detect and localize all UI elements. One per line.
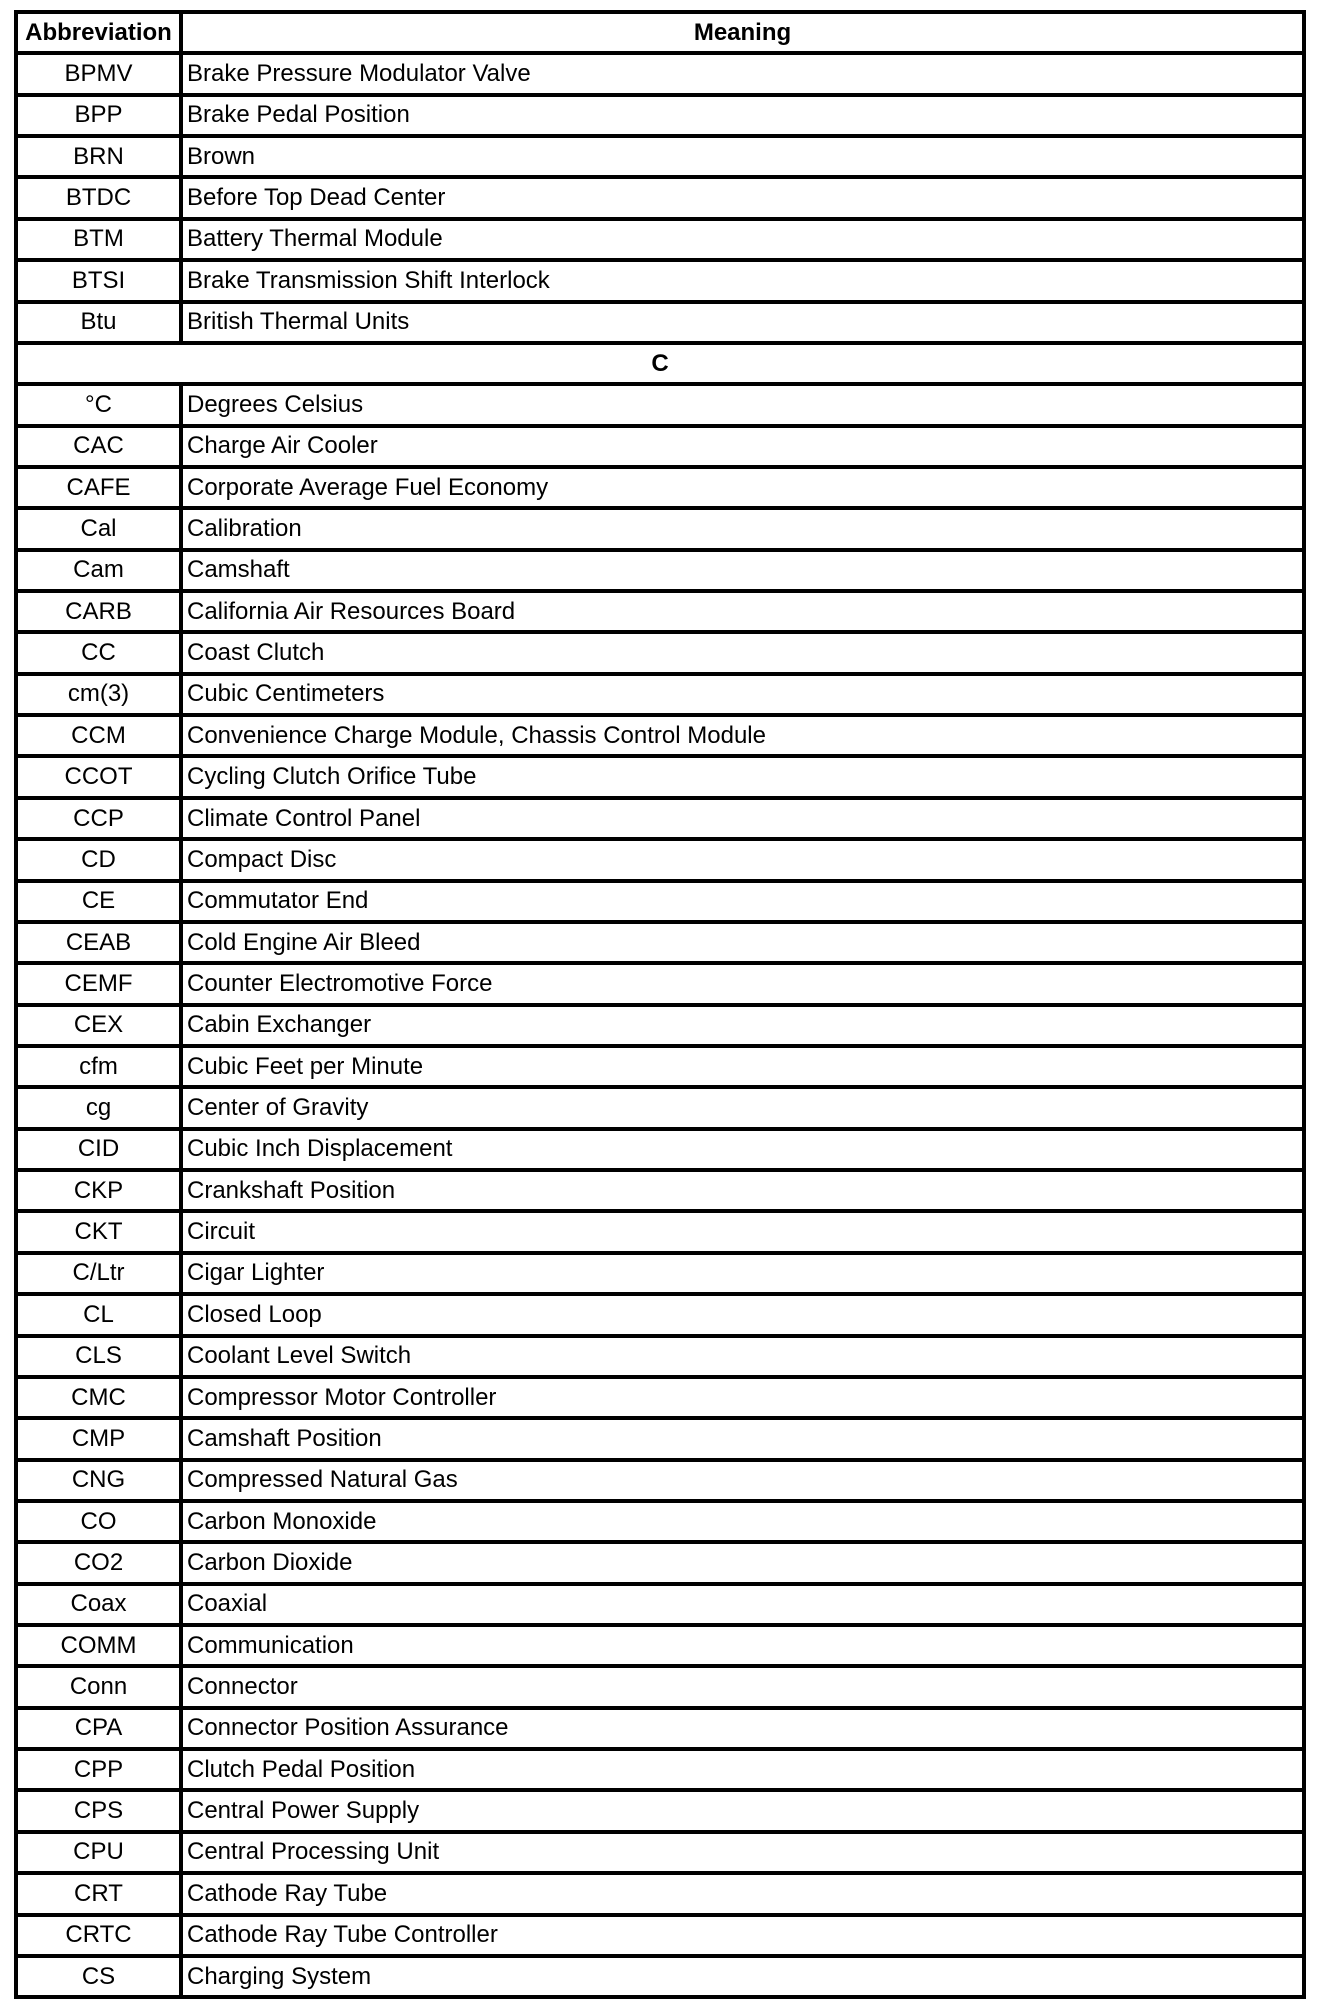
- table-row: [16, 591, 1304, 632]
- abbreviation-cell: CPP: [16, 1749, 181, 1790]
- meaning-cell: Carbon Monoxide: [181, 1501, 1304, 1542]
- table-row: [16, 95, 1304, 136]
- meaning-cell: Carbon Dioxide: [181, 1542, 1304, 1583]
- abbreviation-cell: CKT: [16, 1211, 181, 1252]
- abbreviation-cell: CO: [16, 1501, 181, 1542]
- meaning-cell: Central Processing Unit: [181, 1832, 1304, 1873]
- table-row: [16, 1005, 1304, 1046]
- meaning-cell: Cubic Centimeters: [181, 674, 1304, 715]
- abbreviation-cell: CRTC: [16, 1915, 181, 1956]
- table-row: [16, 426, 1304, 467]
- meaning-cell: Charging System: [181, 1956, 1304, 1997]
- abbreviation-cell: Cam: [16, 550, 181, 591]
- abbreviation-cell: cfm: [16, 1046, 181, 1087]
- meaning-cell: Central Power Supply: [181, 1790, 1304, 1831]
- meaning-cell: Cabin Exchanger: [181, 1005, 1304, 1046]
- meaning-cell: Cathode Ray Tube Controller: [181, 1915, 1304, 1956]
- abbreviation-cell: CPA: [16, 1708, 181, 1749]
- table-row: [16, 1336, 1304, 1377]
- table-row: [16, 1377, 1304, 1418]
- header-meaning: Meaning: [181, 12, 1304, 53]
- meaning-cell: Brake Pedal Position: [181, 95, 1304, 136]
- table-row: [16, 136, 1304, 177]
- meaning-cell: Closed Loop: [181, 1294, 1304, 1335]
- abbreviation-cell: BRN: [16, 136, 181, 177]
- abbreviation-cell: °C: [16, 384, 181, 425]
- table-row: [16, 467, 1304, 508]
- meaning-cell: Cold Engine Air Bleed: [181, 922, 1304, 963]
- table-row: [16, 1418, 1304, 1459]
- header-abbreviation: Abbreviation: [16, 12, 181, 53]
- abbreviation-cell: CD: [16, 839, 181, 880]
- meaning-cell: Coolant Level Switch: [181, 1336, 1304, 1377]
- meaning-cell: Brake Pressure Modulator Valve: [181, 53, 1304, 94]
- abbreviation-cell: CARB: [16, 591, 181, 632]
- meaning-cell: Compressed Natural Gas: [181, 1460, 1304, 1501]
- meaning-cell: Communication: [181, 1625, 1304, 1666]
- table-row: [16, 219, 1304, 260]
- table-row: [16, 1253, 1304, 1294]
- abbreviation-cell: CCM: [16, 715, 181, 756]
- abbreviation-cell: CE: [16, 881, 181, 922]
- table-row: [16, 1542, 1304, 1583]
- table-row: [16, 260, 1304, 301]
- meaning-cell: Crankshaft Position: [181, 1170, 1304, 1211]
- meaning-cell: Cathode Ray Tube: [181, 1873, 1304, 1914]
- table-row: [16, 1956, 1304, 1997]
- abbreviation-cell: BTSI: [16, 260, 181, 301]
- abbreviation-cell: cm(3): [16, 674, 181, 715]
- abbreviation-cell: CEMF: [16, 963, 181, 1004]
- meaning-cell: Commutator End: [181, 881, 1304, 922]
- table-row: [16, 1873, 1304, 1914]
- abbreviation-cell: BPMV: [16, 53, 181, 94]
- abbreviation-cell: CEAB: [16, 922, 181, 963]
- abbreviation-cell: Coax: [16, 1584, 181, 1625]
- abbreviation-cell: BTDC: [16, 177, 181, 218]
- abbreviation-cell: CEX: [16, 1005, 181, 1046]
- table-row: [16, 1708, 1304, 1749]
- meaning-cell: Center of Gravity: [181, 1087, 1304, 1128]
- meaning-cell: Connector Position Assurance: [181, 1708, 1304, 1749]
- meaning-cell: California Air Resources Board: [181, 591, 1304, 632]
- table-row: [16, 1749, 1304, 1790]
- table-row: [16, 756, 1304, 797]
- abbreviation-cell: CNG: [16, 1460, 181, 1501]
- meaning-cell: Counter Electromotive Force: [181, 963, 1304, 1004]
- abbreviation-cell: CLS: [16, 1336, 181, 1377]
- table-row: [16, 1666, 1304, 1707]
- table-row: [16, 384, 1304, 425]
- table-row: [16, 508, 1304, 549]
- abbreviation-cell: CC: [16, 632, 181, 673]
- meaning-cell: British Thermal Units: [181, 302, 1304, 343]
- table-row: [16, 1915, 1304, 1956]
- meaning-cell: Before Top Dead Center: [181, 177, 1304, 218]
- abbreviation-cell: CRT: [16, 1873, 181, 1914]
- meaning-cell: Connector: [181, 1666, 1304, 1707]
- table-row: [16, 839, 1304, 880]
- table-row: [16, 1046, 1304, 1087]
- abbreviation-cell: CMP: [16, 1418, 181, 1459]
- abbreviation-cell: cg: [16, 1087, 181, 1128]
- meaning-cell: Compact Disc: [181, 839, 1304, 880]
- table-row: [16, 632, 1304, 673]
- table-row: [16, 1625, 1304, 1666]
- abbreviation-cell: BPP: [16, 95, 181, 136]
- section-row: [16, 343, 1304, 384]
- meaning-cell: Camshaft: [181, 550, 1304, 591]
- table-row: [16, 1832, 1304, 1873]
- table-row: [16, 53, 1304, 94]
- abbreviation-cell: Btu: [16, 302, 181, 343]
- abbreviation-cell: Conn: [16, 1666, 181, 1707]
- abbreviation-cell: CAFE: [16, 467, 181, 508]
- table-row: [16, 1087, 1304, 1128]
- abbreviation-cell: BTM: [16, 219, 181, 260]
- meaning-cell: Coast Clutch: [181, 632, 1304, 673]
- abbreviation-cell: COMM: [16, 1625, 181, 1666]
- table-row: [16, 881, 1304, 922]
- table-row: [16, 1790, 1304, 1831]
- meaning-cell: Cubic Feet per Minute: [181, 1046, 1304, 1087]
- abbreviation-cell: CO2: [16, 1542, 181, 1583]
- abbreviation-cell: CCOT: [16, 756, 181, 797]
- meaning-cell: Corporate Average Fuel Economy: [181, 467, 1304, 508]
- meaning-cell: Convenience Charge Module, Chassis Control Module: [181, 715, 1304, 756]
- table-row: [16, 674, 1304, 715]
- table-row: [16, 1584, 1304, 1625]
- table-header-row: [16, 12, 1304, 53]
- table-row: [16, 1211, 1304, 1252]
- meaning-cell: Coaxial: [181, 1584, 1304, 1625]
- abbreviation-cell: CAC: [16, 426, 181, 467]
- table-row: [16, 798, 1304, 839]
- abbreviation-cell: CMC: [16, 1377, 181, 1418]
- table-row: [16, 963, 1304, 1004]
- meaning-cell: Climate Control Panel: [181, 798, 1304, 839]
- abbreviation-cell: CKP: [16, 1170, 181, 1211]
- meaning-cell: Calibration: [181, 508, 1304, 549]
- meaning-cell: Compressor Motor Controller: [181, 1377, 1304, 1418]
- meaning-cell: Cigar Lighter: [181, 1253, 1304, 1294]
- abbreviation-cell: CL: [16, 1294, 181, 1335]
- abbreviation-cell: CPS: [16, 1790, 181, 1831]
- meaning-cell: Camshaft Position: [181, 1418, 1304, 1459]
- meaning-cell: Circuit: [181, 1211, 1304, 1252]
- abbreviation-cell: C/Ltr: [16, 1253, 181, 1294]
- table-row: [16, 302, 1304, 343]
- meaning-cell: Degrees Celsius: [181, 384, 1304, 425]
- table-row: [16, 550, 1304, 591]
- meaning-cell: Brake Transmission Shift Interlock: [181, 260, 1304, 301]
- meaning-cell: Clutch Pedal Position: [181, 1749, 1304, 1790]
- abbreviation-cell: CPU: [16, 1832, 181, 1873]
- table-row: [16, 922, 1304, 963]
- abbreviation-table: [14, 10, 1306, 1999]
- section-heading: C: [16, 343, 1304, 384]
- meaning-cell: Brown: [181, 136, 1304, 177]
- table-row: [16, 1294, 1304, 1335]
- table-row: [16, 1170, 1304, 1211]
- table-row: [16, 1129, 1304, 1170]
- meaning-cell: Cubic Inch Displacement: [181, 1129, 1304, 1170]
- table-row: [16, 715, 1304, 756]
- abbreviation-cell: CS: [16, 1956, 181, 1997]
- table-row: [16, 177, 1304, 218]
- meaning-cell: Battery Thermal Module: [181, 219, 1304, 260]
- abbreviation-cell: CID: [16, 1129, 181, 1170]
- table-row: [16, 1460, 1304, 1501]
- meaning-cell: Charge Air Cooler: [181, 426, 1304, 467]
- table-body: [16, 53, 1304, 1997]
- table-row: [16, 1501, 1304, 1542]
- abbreviation-cell: Cal: [16, 508, 181, 549]
- abbreviation-cell: CCP: [16, 798, 181, 839]
- meaning-cell: Cycling Clutch Orifice Tube: [181, 756, 1304, 797]
